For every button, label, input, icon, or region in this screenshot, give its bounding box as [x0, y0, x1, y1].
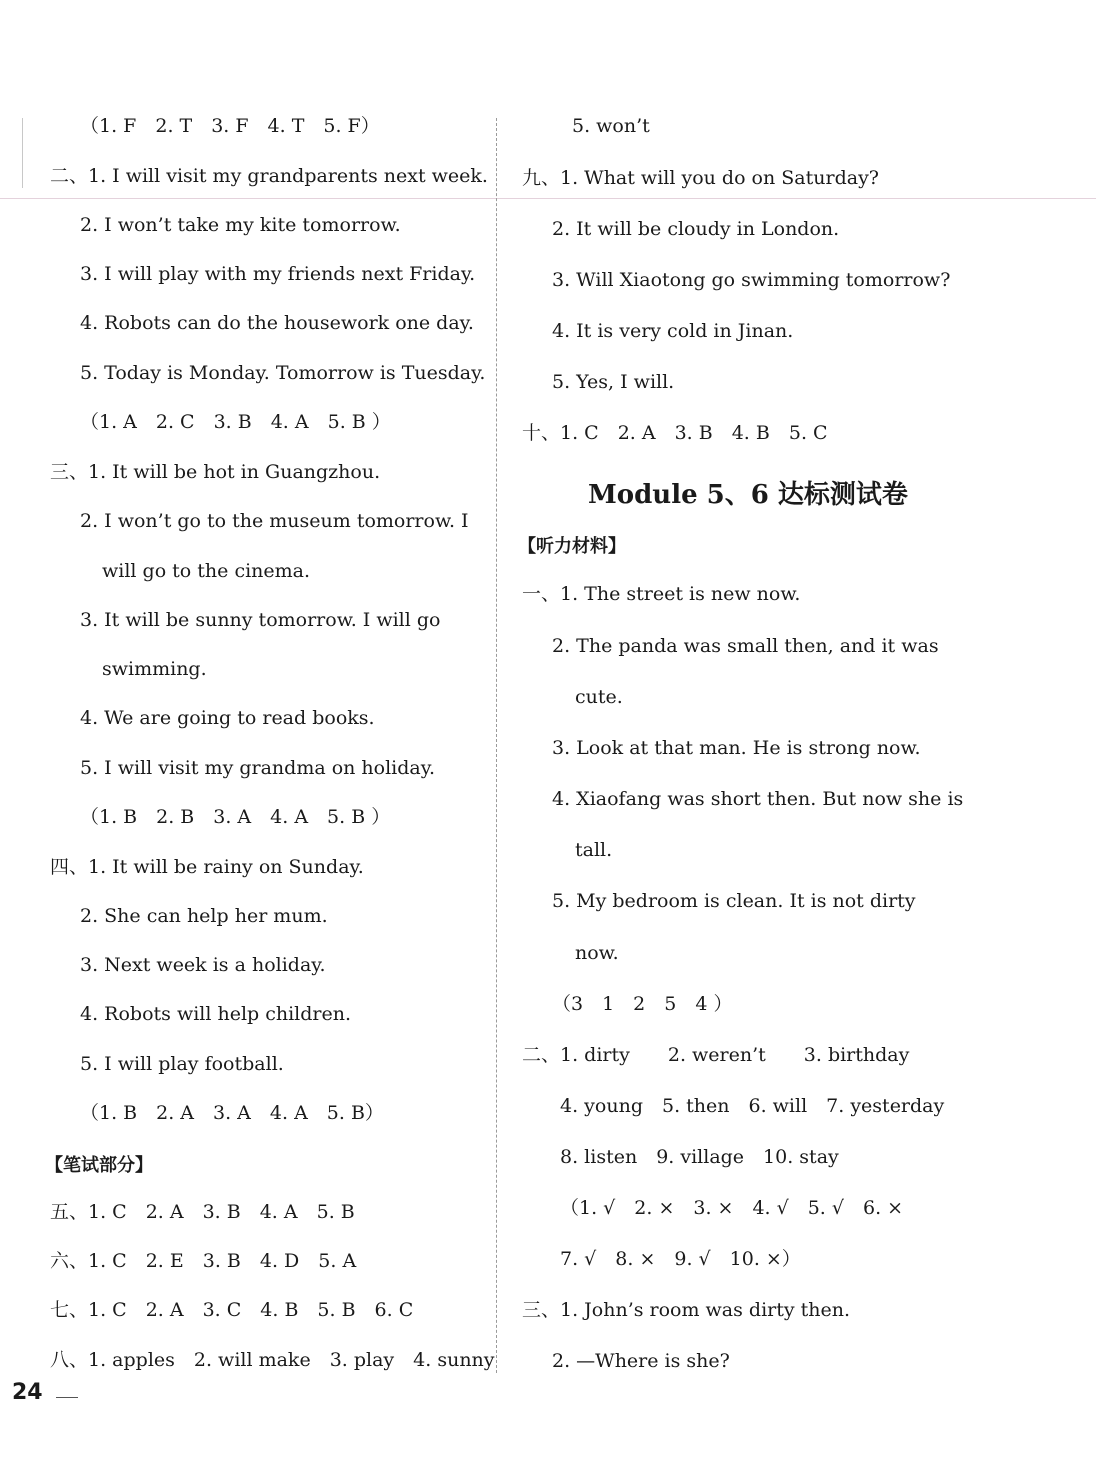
answer-line: 5. I will play football.: [80, 1053, 284, 1075]
answer-line: 二、1. dirty 2. weren’t 3. birthday: [522, 1044, 910, 1066]
section-label-written: 【笔试部分】: [45, 1155, 153, 1176]
answer-line: 3. I will play with my friends next Friday.: [80, 263, 476, 285]
answer-line: 五、1. C 2. A 3. B 4. A 5. B: [50, 1201, 355, 1223]
answer-line: 3. Will Xiaotong go swimming tomorrow?: [552, 269, 951, 291]
page-number-dash: [56, 1397, 78, 1398]
fold-line: [0, 198, 1096, 199]
answer-line: tall.: [575, 839, 613, 861]
answer-line: 4. It is very cold in Jinan.: [552, 320, 794, 342]
answer-line: 三、1. It will be hot in Guangzhou.: [50, 461, 381, 483]
answer-line: 3. Look at that man. He is strong now.: [552, 737, 921, 759]
answer-line: 2. She can help her mum.: [80, 905, 328, 927]
answer-line: 十、1. C 2. A 3. B 4. B 5. C: [522, 422, 828, 444]
answer-line: （1. √ 2. × 3. × 4. √ 5. √ 6. ×: [560, 1197, 904, 1219]
answer-line: 2. It will be cloudy in London.: [552, 218, 840, 240]
page-number: 24: [12, 1380, 43, 1405]
answer-line: 2. The panda was small then, and it was: [552, 635, 939, 657]
answer-line: 5. Yes, I will.: [552, 371, 675, 393]
answer-line: （1. B 2. B 3. A 4. A 5. B ）: [80, 806, 391, 828]
answer-line: 4. Xiaofang was short then. But now she is: [552, 788, 964, 810]
answer-line: 4. We are going to read books.: [80, 707, 375, 729]
answer-line: 5. My bedroom is clean. It is not dirty: [552, 890, 916, 912]
answer-line: 3. Next week is a holiday.: [80, 954, 326, 976]
answer-line: 六、1. C 2. E 3. B 4. D 5. A: [50, 1250, 357, 1272]
answer-line: 8. listen 9. village 10. stay: [560, 1146, 839, 1168]
answer-line: 4. Robots will help children.: [80, 1003, 352, 1025]
answer-line: 三、1. John’s room was dirty then.: [522, 1299, 851, 1321]
left-edge-line: [22, 118, 23, 188]
answer-line: 七、1. C 2. A 3. C 4. B 5. B 6. C: [50, 1299, 414, 1321]
answer-line: 2. I won’t go to the museum tomorrow. I: [80, 510, 469, 532]
answer-line: 2. —Where is she?: [552, 1350, 730, 1372]
answer-line: now.: [575, 942, 619, 964]
answer-line: （1. B 2. A 3. A 4. A 5. B）: [80, 1102, 384, 1124]
answer-line: 4. Robots can do the housework one day.: [80, 312, 474, 334]
answer-line: 5. I will visit my grandma on holiday.: [80, 757, 435, 779]
answer-line: 4. young 5. then 6. will 7. yesterday: [560, 1095, 945, 1117]
answer-line: 3. It will be sunny tomorrow. I will go: [80, 609, 441, 631]
answer-line: 一、1. The street is new now.: [522, 583, 801, 605]
answer-line: （1. A 2. C 3. B 4. A 5. B ）: [80, 411, 391, 433]
answer-line: 5. won’t: [572, 115, 650, 137]
answer-line: （1. F 2. T 3. F 4. T 5. F）: [80, 115, 380, 137]
answer-line: 5. Today is Monday. Tomorrow is Tuesday.: [80, 362, 486, 384]
answer-line: 二、1. I will visit my grandparents next week.: [50, 165, 488, 187]
answer-line: 九、1. What will you do on Saturday?: [522, 167, 879, 189]
answer-line: 四、1. It will be rainy on Sunday.: [50, 856, 364, 878]
answer-line: （3 1 2 5 4 ）: [552, 993, 733, 1015]
answer-line: cute.: [575, 686, 623, 708]
module-title: Module 5、6 达标测试卷: [588, 480, 908, 510]
answer-line: swimming.: [102, 658, 207, 680]
answer-line: 7. √ 8. × 9. √ 10. ×）: [560, 1248, 801, 1270]
answer-line: 2. I won’t take my kite tomorrow.: [80, 214, 401, 236]
answer-line: will go to the cinema.: [102, 560, 311, 582]
answer-line: 八、1. apples 2. will make 3. play 4. sunny: [50, 1349, 495, 1371]
column-divider: [496, 118, 497, 1373]
section-label-listening: 【听力材料】: [518, 536, 626, 557]
